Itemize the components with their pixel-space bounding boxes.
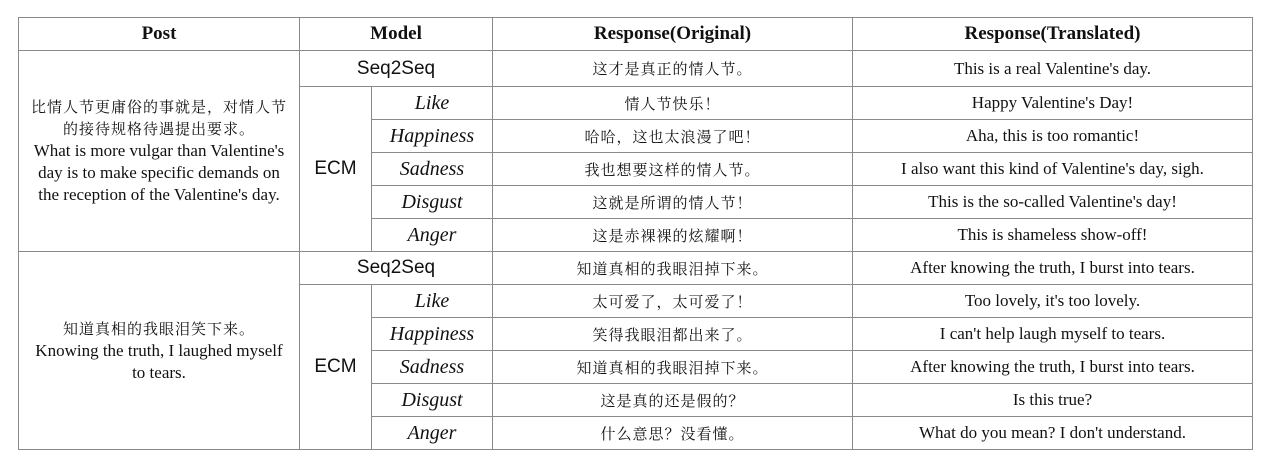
response-translated: What do you mean? I don't understand. [853,417,1253,450]
model-ecm: ECM [300,87,372,252]
response-translated: This is shameless show-off! [853,219,1253,252]
response-translated: Aha, this is too romantic! [853,120,1253,153]
response-original: 这是赤裸裸的炫耀啊！ [493,219,853,252]
post-cell [19,252,300,450]
response-original: 这是真的还是假的？ [493,384,853,417]
response-original: 什么意思？没看懂。 [493,417,853,450]
header-response-original: Response(Original) [493,18,853,51]
response-original: 我也想要这样的情人节。 [493,153,853,186]
response-original: 哈哈，这也太浪漫了吧！ [493,120,853,153]
emotion-label: Anger [372,219,493,252]
post-chinese: 比情人节更庸俗的事就是，对情人节的接待规格待遇提出要求。 [30,98,287,138]
emotion-label: Disgust [372,186,493,219]
emotion-label: Like [372,87,493,120]
response-translated: This is a real Valentine's day. [853,51,1253,87]
response-original: 情人节快乐！ [493,87,853,120]
response-original: 这才是真正的情人节。 [493,51,853,87]
response-original: 知道真相的我眼泪掉下来。 [493,351,853,384]
table-row [19,51,1253,87]
header-model: Model [300,18,493,51]
response-translated: Too lovely, it's too lovely. [853,285,1253,318]
header-row [19,18,1253,51]
model-seq2seq: Seq2Seq [300,252,493,285]
response-translated: This is the so-called Valentine's day! [853,186,1253,219]
post-cell [19,51,300,252]
emotion-label: Disgust [372,384,493,417]
model-seq2seq: Seq2Seq [300,51,493,87]
response-original: 这就是所谓的情人节！ [493,186,853,219]
post-english: What is more vulgar than Valentine's day is to make specific demands on the reception of the Valentine's day. [33,141,285,204]
response-original: 知道真相的我眼泪掉下来。 [493,252,853,285]
post-english: Knowing the truth, I laughed myself to tears. [35,340,283,382]
emotion-label: Anger [372,417,493,450]
response-translated: I can't help laugh myself to tears. [853,318,1253,351]
table-row [19,252,1253,285]
response-original: 太可爱了，太可爱了！ [493,285,853,318]
response-translated: Happy Valentine's Day! [853,87,1253,120]
emotion-label: Happiness [372,318,493,351]
emotion-label: Sadness [372,153,493,186]
emotion-label: Sadness [372,351,493,384]
header-post: Post [19,18,300,51]
response-translated: After knowing the truth, I burst into tears. [853,252,1253,285]
model-ecm: ECM [300,285,372,450]
response-translated: I also want this kind of Valentine's day, sigh. [853,153,1253,186]
emotion-label: Happiness [372,120,493,153]
response-translated: Is this true? [853,384,1253,417]
results-table [18,17,1253,450]
post-chinese: 知道真相的我眼泪笑下来。 [62,319,255,338]
response-translated: After knowing the truth, I burst into tears. [853,351,1253,384]
header-response-translated: Response(Translated) [853,18,1253,51]
emotion-label: Like [372,285,493,318]
response-original: 笑得我眼泪都出来了。 [493,318,853,351]
